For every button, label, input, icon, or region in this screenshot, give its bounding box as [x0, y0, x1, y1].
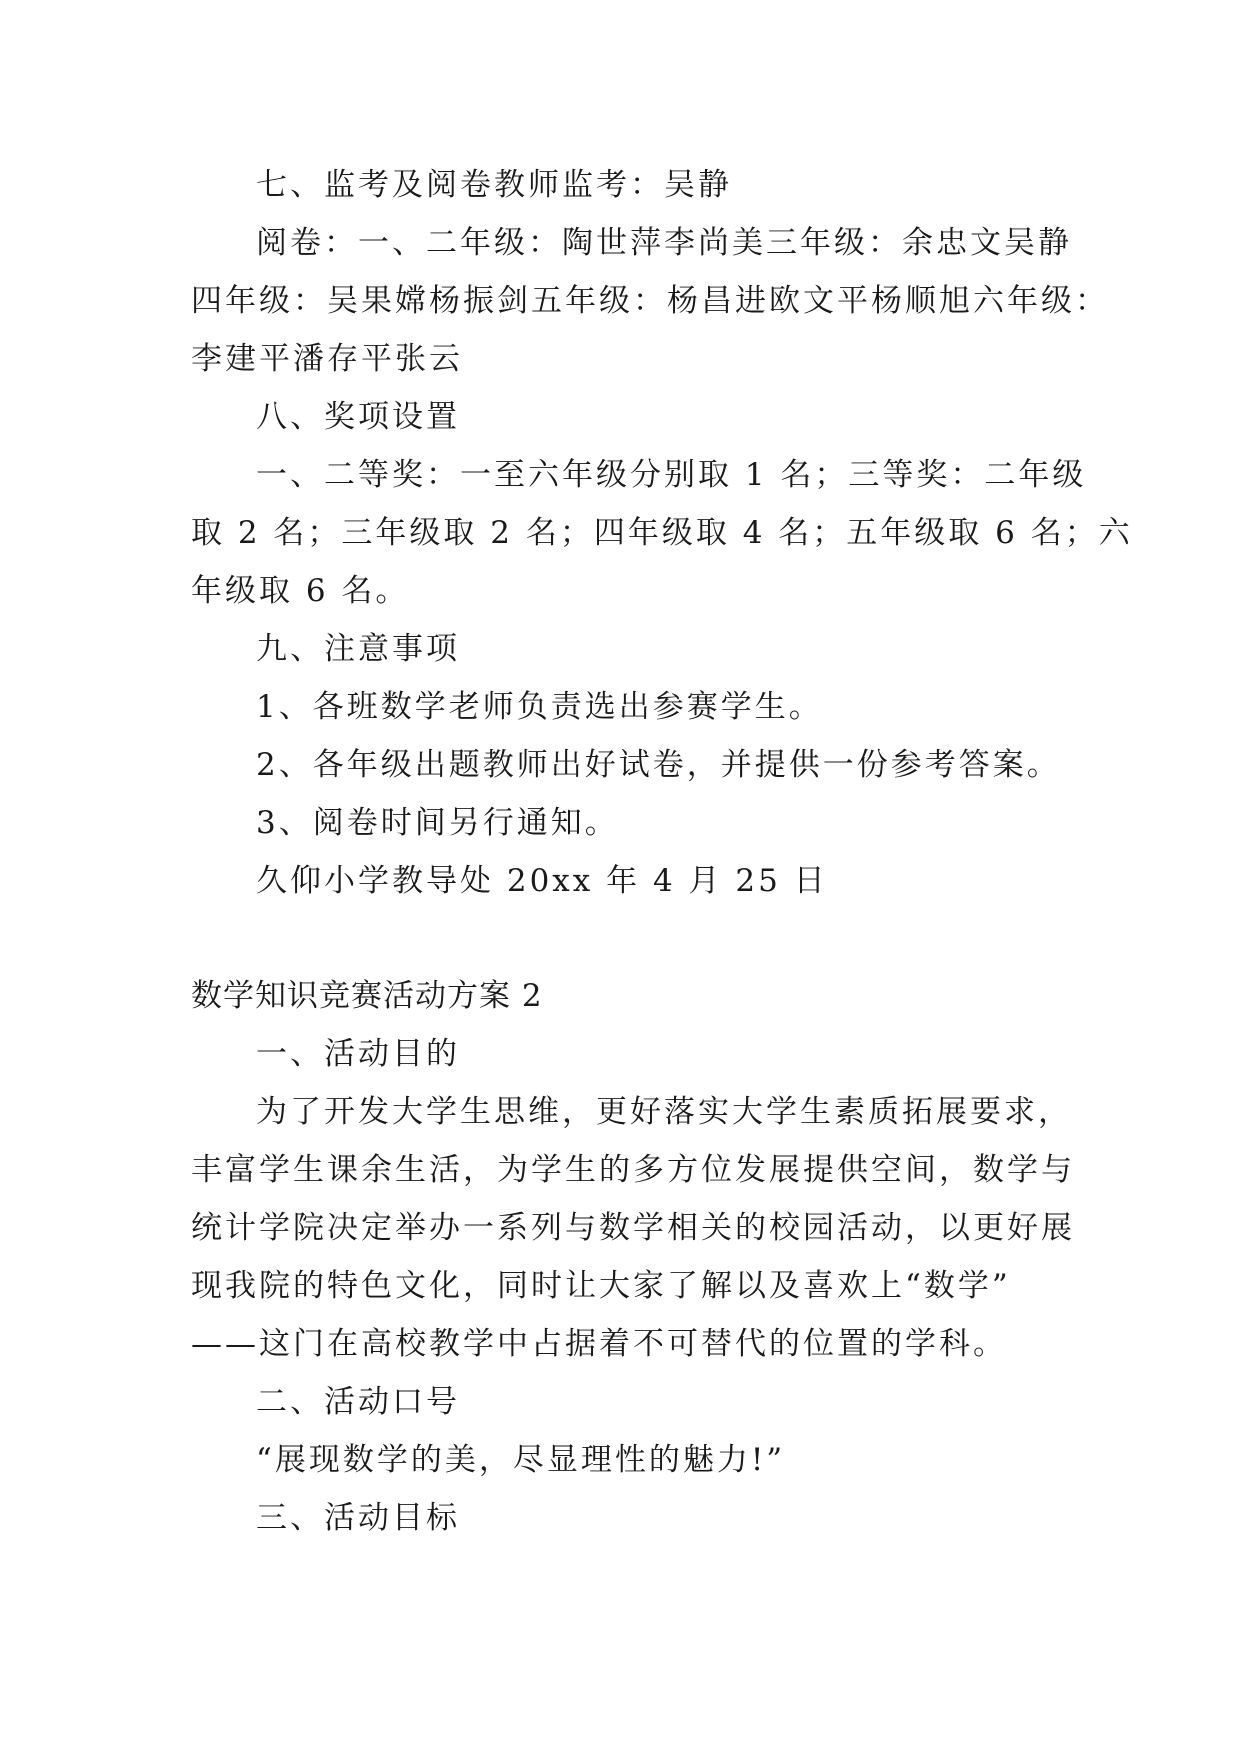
document-title: 数学知识竞赛活动方案 2	[191, 978, 543, 1014]
list-item: 2、各年级出题教师出好试卷，并提供一份参考答案。	[256, 747, 1061, 783]
section-heading-invigilation: 七、监考及阅卷教师监考：吴静	[256, 167, 732, 203]
section-heading-purpose: 一、活动目的	[256, 1036, 460, 1072]
paragraph-line: 取 2 名；三年级取 2 名；四年级取 4 名；五年级取 6 名；六	[191, 515, 1133, 551]
section-heading-goals: 三、活动目标	[256, 1500, 460, 1536]
list-item: 1、各班数学老师负责选出参赛学生。	[256, 689, 823, 725]
section-heading-notes: 九、注意事项	[256, 631, 460, 667]
list-item: 3、阅卷时间另行通知。	[256, 805, 619, 841]
paragraph-line: ——这门在高校教学中占据着不可替代的位置的学科。	[191, 1326, 1007, 1362]
paragraph-line: 统计学院决定举办一系列与数学相关的校园活动，以更好展	[191, 1210, 1075, 1246]
paragraph-line: 现我院的特色文化，同时让大家了解以及喜欢上“数学”	[191, 1268, 1011, 1304]
paragraph-line: 为了开发大学生思维，更好落实大学生素质拓展要求，	[256, 1094, 1072, 1130]
section-heading-awards: 八、奖项设置	[256, 399, 460, 435]
paragraph-line: 阅卷：一、二年级：陶世萍李尚美三年级：余忠文吴静	[256, 225, 1072, 261]
paragraph-line: 丰富学生课余生活，为学生的多方位发展提供空间，数学与	[191, 1152, 1075, 1188]
section-heading-slogan: 二、活动口号	[256, 1384, 460, 1420]
paragraph-line: 一、二等奖：一至六年级分别取 1 名；三等奖：二年级	[256, 457, 1087, 493]
paragraph-line: 年级取 6 名。	[191, 573, 410, 609]
paragraph-line: 李建平潘存平张云	[191, 341, 463, 377]
slogan-text: “展现数学的美，尽显理性的魅力!”	[256, 1442, 786, 1478]
signature-line: 久仰小学教导处 20xx 年 4 月 25 日	[256, 863, 828, 899]
paragraph-line: 四年级：吴果嫦杨振剑五年级：杨昌进欧文平杨顺旭六年级：	[191, 283, 1109, 319]
